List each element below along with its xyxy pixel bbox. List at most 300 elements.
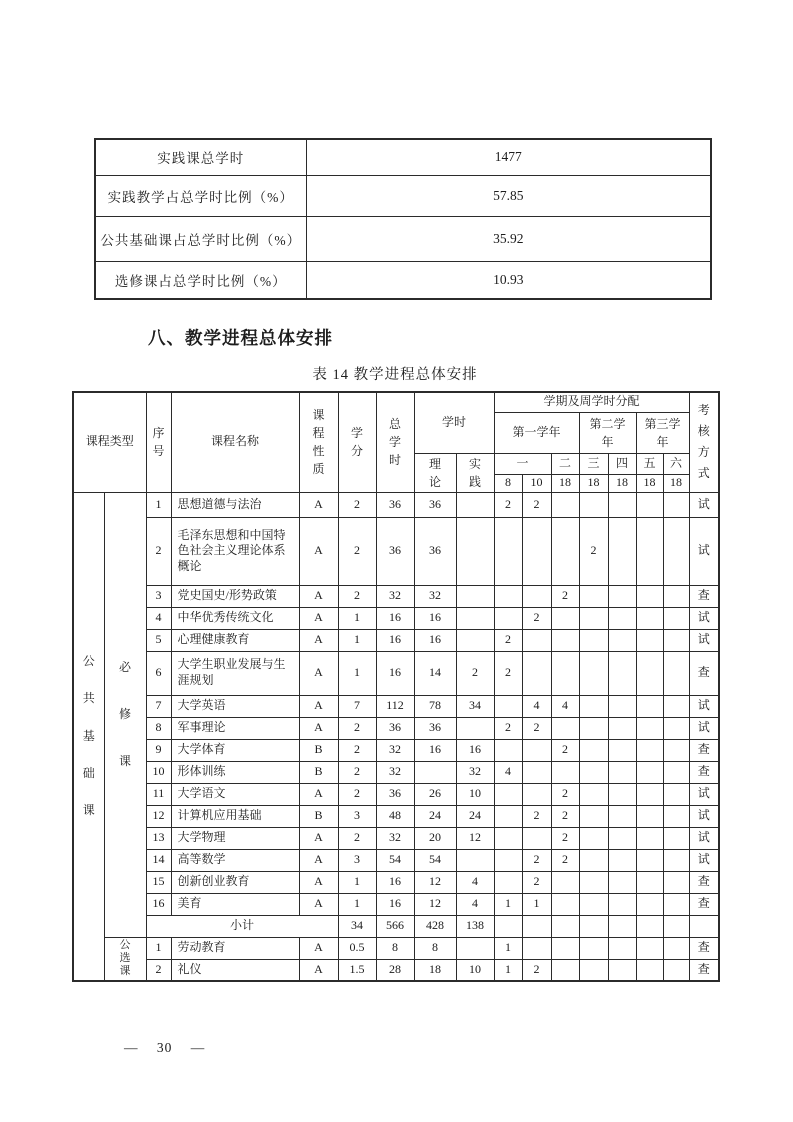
nature-cell: B xyxy=(299,761,338,783)
week-hours-cell xyxy=(551,651,579,695)
seq-cell: 6 xyxy=(146,651,171,695)
credits-cell: 7 xyxy=(338,695,376,717)
practice-cell: 24 xyxy=(456,805,494,827)
theory-cell: 36 xyxy=(414,517,456,585)
credits-cell: 2 xyxy=(338,585,376,607)
week-hours-cell xyxy=(663,739,689,761)
week-hours-cell xyxy=(522,629,551,651)
course-row xyxy=(73,783,719,805)
section-heading: 八、教学进程总体安排 xyxy=(148,328,333,348)
credits-cell: 2 xyxy=(338,761,376,783)
week-hours-cell xyxy=(579,915,608,937)
course-name-cell: 大学英语 xyxy=(171,695,299,717)
week-hours-cell: 2 xyxy=(522,805,551,827)
week-hours-cell xyxy=(608,585,636,607)
course-row xyxy=(73,827,719,849)
credits-cell: 2 xyxy=(338,827,376,849)
assessment-cell: 查 xyxy=(689,585,719,607)
nature-cell: A xyxy=(299,827,338,849)
week-hours-cell xyxy=(579,849,608,871)
course-name-cell: 礼仪 xyxy=(171,959,299,981)
seq-cell: 5 xyxy=(146,629,171,651)
seq-cell: 4 xyxy=(146,607,171,629)
week-hours-cell: 2 xyxy=(522,871,551,893)
course-row xyxy=(73,695,719,717)
week-hours-cell: 1 xyxy=(494,937,522,959)
week-hours-cell xyxy=(608,695,636,717)
nature-cell: A xyxy=(299,893,338,915)
week-hours-cell: 1 xyxy=(522,893,551,915)
week-hours-cell xyxy=(551,871,579,893)
header-weeks: 10 xyxy=(522,474,551,492)
seq-cell: 9 xyxy=(146,739,171,761)
header-weeks: 18 xyxy=(579,474,608,492)
theory-cell: 36 xyxy=(414,492,456,517)
header-semester-4: 四 xyxy=(608,453,636,474)
week-hours-cell xyxy=(551,893,579,915)
table-row xyxy=(95,216,711,261)
week-hours-cell xyxy=(579,827,608,849)
practice-cell: 4 xyxy=(456,893,494,915)
week-hours-cell xyxy=(663,717,689,739)
practice-cell xyxy=(456,492,494,517)
summary-label: 实践课总学时 xyxy=(95,139,306,175)
course-name-cell: 创新创业教育 xyxy=(171,871,299,893)
header-weeks: 18 xyxy=(636,474,663,492)
theory-cell: 14 xyxy=(414,651,456,695)
nature-cell: A xyxy=(299,937,338,959)
week-hours-cell xyxy=(663,871,689,893)
week-hours-cell xyxy=(663,783,689,805)
course-row xyxy=(73,607,719,629)
week-hours-cell xyxy=(636,651,663,695)
week-hours-cell xyxy=(663,937,689,959)
practice-cell xyxy=(456,937,494,959)
theory-cell: 78 xyxy=(414,695,456,717)
header-assessment xyxy=(689,392,719,492)
practice-cell xyxy=(456,517,494,585)
header-weeks: 8 xyxy=(494,474,522,492)
week-hours-cell xyxy=(494,695,522,717)
table-caption: 表 14 教学进程总体安排 xyxy=(312,367,478,383)
practice-cell xyxy=(456,585,494,607)
assessment-cell: 查 xyxy=(689,893,719,915)
header-semester-group: 学期及周学时分配 xyxy=(494,392,689,412)
header-course-nature-label: 课程性质 xyxy=(312,408,325,477)
total-hours-cell: 48 xyxy=(376,805,414,827)
seq-cell: 14 xyxy=(146,849,171,871)
total-hours-cell: 32 xyxy=(376,827,414,849)
header-semester-5: 五 xyxy=(636,453,663,474)
course-name-cell: 思想道德与法治 xyxy=(171,492,299,517)
nature-cell: A xyxy=(299,695,338,717)
week-hours-cell xyxy=(608,629,636,651)
practice-cell: 34 xyxy=(456,695,494,717)
credits-cell: 1 xyxy=(338,651,376,695)
header-year-3 xyxy=(636,412,689,453)
week-hours-cell xyxy=(636,492,663,517)
week-hours-cell xyxy=(551,492,579,517)
week-hours-cell xyxy=(494,739,522,761)
course-row xyxy=(73,893,719,915)
header-credits xyxy=(338,392,376,492)
week-hours-cell xyxy=(608,492,636,517)
week-hours-cell xyxy=(608,651,636,695)
theory-cell: 16 xyxy=(414,607,456,629)
week-hours-cell xyxy=(494,915,522,937)
total-hours-cell: 16 xyxy=(376,871,414,893)
week-hours-cell xyxy=(494,585,522,607)
course-row xyxy=(73,849,719,871)
week-hours-cell xyxy=(608,827,636,849)
header-year-1: 第一学年 xyxy=(494,412,579,453)
header-hours-group: 学时 xyxy=(414,392,494,453)
practice-cell: 32 xyxy=(456,761,494,783)
course-row xyxy=(73,761,719,783)
week-hours-cell xyxy=(636,849,663,871)
nature-cell: A xyxy=(299,783,338,805)
week-hours-cell: 2 xyxy=(522,959,551,981)
page-number: — 30 — xyxy=(124,1040,206,1055)
group-type-cell-label: 必修课 xyxy=(118,660,131,768)
assessment-cell: 试 xyxy=(689,783,719,805)
week-hours-cell xyxy=(551,915,579,937)
theory-cell: 428 xyxy=(414,915,456,937)
week-hours-cell xyxy=(579,783,608,805)
week-hours-cell xyxy=(636,517,663,585)
week-hours-cell xyxy=(522,739,551,761)
practice-cell: 16 xyxy=(456,739,494,761)
week-hours-cell xyxy=(494,783,522,805)
week-hours-cell xyxy=(579,717,608,739)
assessment-cell: 试 xyxy=(689,827,719,849)
week-hours-cell: 2 xyxy=(522,849,551,871)
summary-label: 公共基础课占总学时比例（%） xyxy=(95,216,306,261)
week-hours-cell xyxy=(636,915,663,937)
course-name-cell: 中华优秀传统文化 xyxy=(171,607,299,629)
week-hours-cell xyxy=(608,761,636,783)
week-hours-cell xyxy=(663,827,689,849)
category-cell-label: 公共基础课 xyxy=(82,654,95,818)
seq-cell: 1 xyxy=(146,937,171,959)
seq-cell: 7 xyxy=(146,695,171,717)
week-hours-cell xyxy=(636,937,663,959)
total-hours-cell: 8 xyxy=(376,937,414,959)
week-hours-cell xyxy=(663,761,689,783)
header-semester-2: 二 xyxy=(551,453,579,474)
total-hours-cell: 36 xyxy=(376,517,414,585)
seq-cell: 16 xyxy=(146,893,171,915)
header-practice xyxy=(456,453,494,492)
header-credits-label: 学分 xyxy=(351,426,364,459)
week-hours-cell xyxy=(579,492,608,517)
credits-cell: 1 xyxy=(338,629,376,651)
week-hours-cell xyxy=(663,585,689,607)
credits-cell: 3 xyxy=(338,805,376,827)
category-cell xyxy=(73,492,104,981)
week-hours-cell xyxy=(663,893,689,915)
week-hours-cell xyxy=(494,607,522,629)
nature-cell: A xyxy=(299,871,338,893)
week-hours-cell xyxy=(608,739,636,761)
week-hours-cell xyxy=(522,915,551,937)
week-hours-cell xyxy=(663,651,689,695)
week-hours-cell xyxy=(608,959,636,981)
theory-cell xyxy=(414,761,456,783)
nature-cell: B xyxy=(299,805,338,827)
table-row xyxy=(95,261,711,299)
header-seq-label: 序号 xyxy=(152,426,165,459)
week-hours-cell xyxy=(663,805,689,827)
week-hours-cell xyxy=(636,805,663,827)
header-year-3-label: 第三学年 xyxy=(644,416,681,449)
nature-cell: A xyxy=(299,959,338,981)
header-year-2 xyxy=(579,412,636,453)
week-hours-cell xyxy=(636,717,663,739)
week-hours-cell xyxy=(522,783,551,805)
total-hours-cell: 112 xyxy=(376,695,414,717)
seq-cell: 1 xyxy=(146,492,171,517)
seq-cell: 8 xyxy=(146,717,171,739)
week-hours-cell xyxy=(522,517,551,585)
week-hours-cell: 4 xyxy=(522,695,551,717)
week-hours-cell xyxy=(551,761,579,783)
summary-label: 实践教学占总学时比例（%） xyxy=(95,175,306,216)
week-hours-cell xyxy=(551,607,579,629)
theory-cell: 16 xyxy=(414,739,456,761)
week-hours-cell xyxy=(636,585,663,607)
course-row xyxy=(73,959,719,981)
total-hours-cell: 16 xyxy=(376,629,414,651)
week-hours-cell: 2 xyxy=(522,717,551,739)
week-hours-cell xyxy=(663,607,689,629)
week-hours-cell: 2 xyxy=(522,492,551,517)
assessment-cell: 试 xyxy=(689,517,719,585)
week-hours-cell xyxy=(494,871,522,893)
course-row xyxy=(73,585,719,607)
week-hours-cell xyxy=(663,492,689,517)
week-hours-cell xyxy=(494,827,522,849)
group-type-cell xyxy=(104,937,146,981)
week-hours-cell xyxy=(579,871,608,893)
nature-cell: B xyxy=(299,739,338,761)
week-hours-cell xyxy=(663,629,689,651)
theory-cell: 12 xyxy=(414,893,456,915)
total-hours-cell: 36 xyxy=(376,783,414,805)
assessment-cell: 试 xyxy=(689,805,719,827)
week-hours-cell xyxy=(608,849,636,871)
week-hours-cell xyxy=(636,761,663,783)
credits-cell: 2 xyxy=(338,717,376,739)
week-hours-cell xyxy=(522,761,551,783)
theory-cell: 36 xyxy=(414,717,456,739)
credits-cell: 2 xyxy=(338,492,376,517)
course-name-cell: 计算机应用基础 xyxy=(171,805,299,827)
theory-cell: 54 xyxy=(414,849,456,871)
nature-cell: A xyxy=(299,629,338,651)
course-name-cell: 劳动教育 xyxy=(171,937,299,959)
week-hours-cell: 2 xyxy=(551,805,579,827)
course-row xyxy=(73,871,719,893)
nature-cell: A xyxy=(299,717,338,739)
week-hours-cell xyxy=(663,695,689,717)
course-name-cell: 高等数学 xyxy=(171,849,299,871)
week-hours-cell xyxy=(608,607,636,629)
course-row xyxy=(73,717,719,739)
week-hours-cell xyxy=(494,849,522,871)
week-hours-cell xyxy=(579,695,608,717)
assessment-cell: 试 xyxy=(689,695,719,717)
credits-cell: 1 xyxy=(338,871,376,893)
schedule-table xyxy=(72,391,720,982)
week-hours-cell xyxy=(551,959,579,981)
assessment-cell: 查 xyxy=(689,959,719,981)
header-row xyxy=(73,392,719,412)
week-hours-cell xyxy=(579,805,608,827)
practice-cell: 10 xyxy=(456,783,494,805)
assessment-cell: 查 xyxy=(689,739,719,761)
week-hours-cell: 2 xyxy=(551,783,579,805)
seq-cell: 2 xyxy=(146,959,171,981)
seq-cell: 12 xyxy=(146,805,171,827)
week-hours-cell xyxy=(579,937,608,959)
week-hours-cell xyxy=(551,937,579,959)
group-type-cell xyxy=(104,492,146,937)
week-hours-cell xyxy=(608,937,636,959)
week-hours-cell: 4 xyxy=(494,761,522,783)
week-hours-cell xyxy=(579,959,608,981)
summary-label: 选修课占总学时比例（%） xyxy=(95,261,306,299)
header-course-name: 课程名称 xyxy=(171,392,299,492)
course-name-cell: 大学语文 xyxy=(171,783,299,805)
theory-cell: 12 xyxy=(414,871,456,893)
week-hours-cell xyxy=(579,893,608,915)
nature-cell: A xyxy=(299,607,338,629)
total-hours-cell: 36 xyxy=(376,492,414,517)
theory-cell: 8 xyxy=(414,937,456,959)
week-hours-cell: 2 xyxy=(522,607,551,629)
total-hours-cell: 16 xyxy=(376,651,414,695)
theory-cell: 32 xyxy=(414,585,456,607)
week-hours-cell xyxy=(636,739,663,761)
week-hours-cell xyxy=(522,585,551,607)
course-name-cell: 大学体育 xyxy=(171,739,299,761)
credits-cell: 2 xyxy=(338,739,376,761)
week-hours-cell: 4 xyxy=(551,695,579,717)
course-name-cell: 大学物理 xyxy=(171,827,299,849)
course-row xyxy=(73,805,719,827)
nature-cell: A xyxy=(299,849,338,871)
week-hours-cell: 2 xyxy=(494,717,522,739)
week-hours-cell: 2 xyxy=(494,629,522,651)
seq-cell: 15 xyxy=(146,871,171,893)
total-hours-cell: 36 xyxy=(376,717,414,739)
course-name-cell: 毛泽东思想和中国特色社会主义理论体系概论 xyxy=(171,517,299,585)
total-hours-cell: 16 xyxy=(376,893,414,915)
assessment-cell: 查 xyxy=(689,761,719,783)
total-hours-cell: 566 xyxy=(376,915,414,937)
week-hours-cell xyxy=(494,805,522,827)
table-row xyxy=(95,139,711,175)
summary-value: 57.85 xyxy=(306,175,711,216)
theory-cell: 26 xyxy=(414,783,456,805)
week-hours-cell xyxy=(608,717,636,739)
assessment-cell: 试 xyxy=(689,717,719,739)
week-hours-cell xyxy=(636,827,663,849)
assessment-cell: 查 xyxy=(689,651,719,695)
course-name-cell: 心理健康教育 xyxy=(171,629,299,651)
week-hours-cell: 2 xyxy=(494,492,522,517)
header-total-hours-label: 总学时 xyxy=(389,417,402,468)
assessment-cell: 查 xyxy=(689,871,719,893)
seq-cell: 3 xyxy=(146,585,171,607)
summary-table xyxy=(94,138,712,300)
theory-cell: 20 xyxy=(414,827,456,849)
week-hours-cell: 2 xyxy=(551,739,579,761)
header-practice-label: 实践 xyxy=(469,456,482,489)
header-course-type: 课程类型 xyxy=(73,392,146,492)
course-row xyxy=(73,517,719,585)
week-hours-cell xyxy=(608,805,636,827)
header-theory-label: 理论 xyxy=(429,456,442,489)
group-type-cell-label: 公选课 xyxy=(119,938,131,978)
seq-cell: 11 xyxy=(146,783,171,805)
total-hours-cell: 32 xyxy=(376,739,414,761)
course-row xyxy=(73,629,719,651)
seq-cell: 10 xyxy=(146,761,171,783)
nature-cell: A xyxy=(299,517,338,585)
course-name-cell: 军事理论 xyxy=(171,717,299,739)
course-name-cell: 美育 xyxy=(171,893,299,915)
assessment-cell: 查 xyxy=(689,937,719,959)
credits-cell: 3 xyxy=(338,849,376,871)
total-hours-cell: 54 xyxy=(376,849,414,871)
course-row xyxy=(73,651,719,695)
course-row xyxy=(73,937,719,959)
week-hours-cell xyxy=(522,937,551,959)
summary-value: 35.92 xyxy=(306,216,711,261)
header-assessment-label: 考核方式 xyxy=(697,403,710,481)
week-hours-cell xyxy=(494,517,522,585)
nature-cell: A xyxy=(299,651,338,695)
week-hours-cell xyxy=(608,915,636,937)
course-name-cell: 形体训练 xyxy=(171,761,299,783)
week-hours-cell xyxy=(663,959,689,981)
header-semester-1: 一 xyxy=(494,453,551,474)
course-name-cell: 大学生职业发展与生涯规划 xyxy=(171,651,299,695)
header-year-2-label: 第二学年 xyxy=(589,416,626,449)
seq-cell: 13 xyxy=(146,827,171,849)
week-hours-cell xyxy=(636,959,663,981)
week-hours-cell xyxy=(608,893,636,915)
assessment-cell: 试 xyxy=(689,492,719,517)
week-hours-cell xyxy=(636,695,663,717)
summary-value: 1477 xyxy=(306,139,711,175)
practice-cell: 12 xyxy=(456,827,494,849)
total-hours-cell: 28 xyxy=(376,959,414,981)
nature-cell: A xyxy=(299,492,338,517)
week-hours-cell: 2 xyxy=(494,651,522,695)
credits-cell: 2 xyxy=(338,517,376,585)
week-hours-cell xyxy=(551,717,579,739)
nature-cell: A xyxy=(299,585,338,607)
course-name-cell: 党史国史/形势政策 xyxy=(171,585,299,607)
credits-cell: 34 xyxy=(338,915,376,937)
practice-cell xyxy=(456,629,494,651)
course-row xyxy=(73,492,719,517)
header-total-hours xyxy=(376,392,414,492)
week-hours-cell xyxy=(522,827,551,849)
